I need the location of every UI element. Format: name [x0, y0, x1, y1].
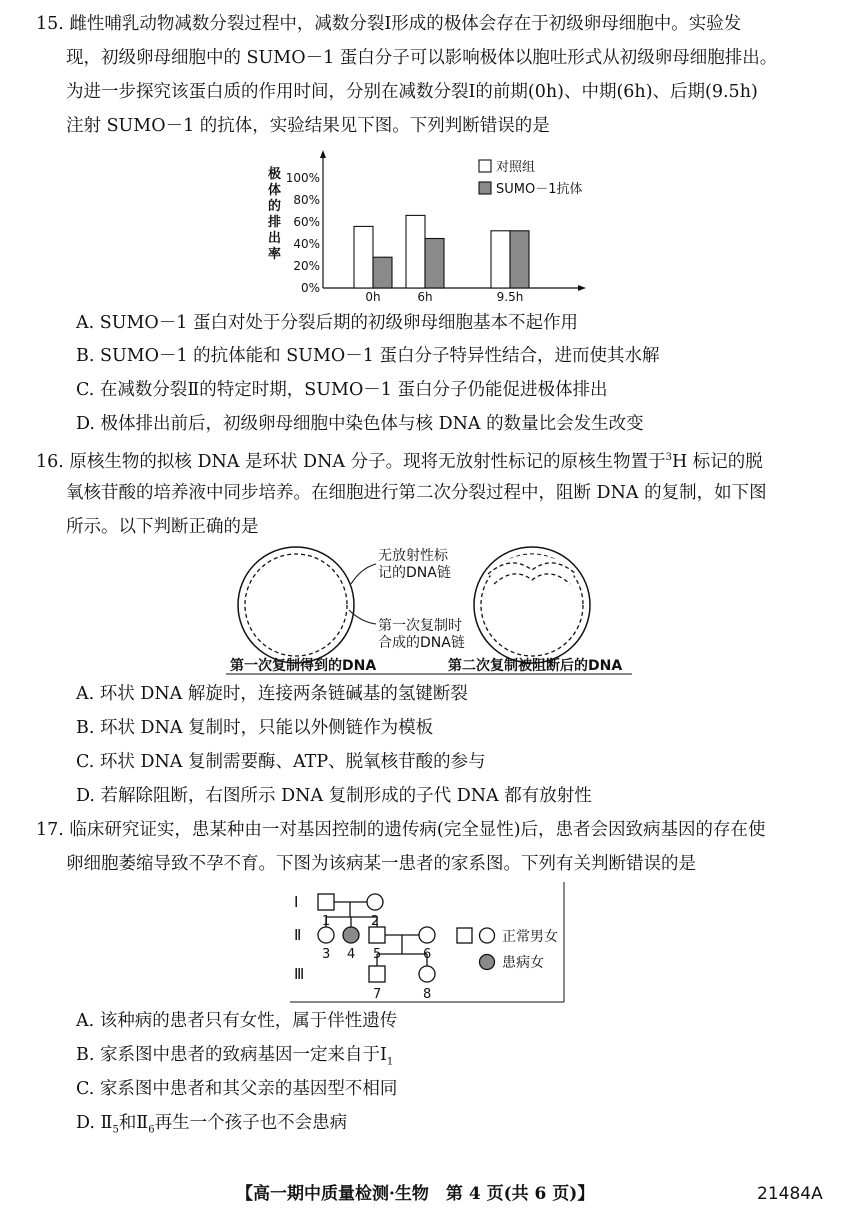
q16-option-b: B. 环状 DNA 复制时，只能以外侧链作为模板 [76, 718, 434, 738]
q17-option-a: A. 该种病的患者只有女性，属于伴性遗传 [76, 1011, 398, 1031]
q17-option-c: C. 家系图中患者和其父亲的基因型不相同 [76, 1079, 398, 1099]
number-5: 5 [373, 947, 382, 962]
q16-option-c: C. 环状 DNA 复制需要酶、ATP、脱氧核苷酸的参与 [76, 752, 486, 772]
legend-normal-male [457, 928, 472, 943]
x-category-label: 9.5h [496, 290, 524, 304]
q17-line-1: 17. 临床研究证实，患某种由一对基因控制的遗传病(完全显性)后，患者会因致病基因的存在使 [36, 820, 766, 840]
legend-label: SUMO－1抗体 [496, 182, 583, 197]
number-7: 7 [373, 987, 382, 1002]
q15-option-c: C. 在减数分裂Ⅱ的特定时期，SUMO－1 蛋白分子仍能促进极体排出 [76, 380, 608, 400]
q16-line-1 [36, 446, 763, 474]
q15-option-a: A. SUMO－1 蛋白对处于分裂后期的初级卵母细胞基本不起作用 [76, 313, 578, 333]
y-tick-label: 80% [293, 193, 320, 207]
individual-III-7 [369, 966, 385, 982]
y-label-char: 出 [268, 231, 282, 246]
footer-code: 21484A [757, 1184, 823, 1204]
number-1: 1 [322, 914, 331, 929]
pointer-top [351, 564, 376, 584]
individual-I-2 [367, 894, 383, 910]
q15-line-4: 注射 SUMO－1 的抗体，实验结果见下图。下列判断错误的是 [66, 116, 550, 136]
left-outer-strand [238, 547, 354, 663]
individual-II-6 [419, 927, 435, 943]
individual-II-3 [318, 927, 334, 943]
bar-0h-control [354, 226, 373, 288]
label-unlabeled-strand-2: 记的DNA链 [378, 565, 451, 581]
y-label-char: 的 [268, 199, 282, 214]
q15-option-d: D. 极体排出前后，初级卵母细胞中染色体与核 DNA 的数量比会发生改变 [76, 414, 644, 434]
pedigree-chart [290, 880, 580, 1004]
q17-option-b [76, 1043, 393, 1075]
y-tick-label: 0% [300, 281, 320, 295]
q17-option-d [76, 1111, 347, 1143]
bar-9.5h-antibody [510, 231, 529, 288]
q17-option-d-sub2: 6 [148, 1124, 155, 1136]
generation-I: Ⅰ [294, 893, 299, 911]
number-3: 3 [322, 947, 331, 962]
legend-affected-female [480, 955, 495, 970]
right-outer-strand [474, 547, 590, 663]
x-category-label: 6h [417, 290, 433, 304]
q15-line-1: 15. 雌性哺乳动物减数分裂过程中，减数分裂Ⅰ形成的极体会存在于初级卵母细胞中。实验发 [36, 14, 742, 34]
new-strand-inner [494, 574, 570, 584]
individual-II-5 [369, 927, 385, 943]
label-first-replication-1: 第一次复制时 [378, 618, 462, 634]
generation-II: Ⅱ [294, 926, 302, 944]
y-label-char: 体 [268, 183, 282, 198]
legend-label: 对照组 [496, 160, 536, 175]
y-tick-label: 100% [285, 171, 320, 185]
label-unlabeled-strand-1: 无放射性标 [378, 548, 448, 564]
individual-II-4-affected [343, 927, 359, 943]
q16-line-1-tail: H 标记的脱 [671, 451, 763, 472]
bar-chart [262, 148, 592, 304]
generation-III: Ⅲ [294, 965, 305, 983]
left-inner-strand [245, 554, 347, 656]
y-label-char: 率 [268, 247, 282, 262]
label-first-replication-2: 合成的DNA链 [378, 635, 465, 651]
q16-line-2: 氧核苷酸的培养液中同步培养。在细胞进行第二次分裂过程中，阻断 DNA 的复制，如下图 [66, 483, 767, 503]
legend-swatch [479, 182, 491, 194]
q16-line-1-text: 16. 原核生物的拟核 DNA 是环状 DNA 分子。现将无放射性标记的原核生物置于 [36, 451, 666, 472]
q17-line-2: 卵细胞萎缩导致不孕不育。下图为该病某一患者的家系图。下列有关判断错误的是 [66, 854, 696, 874]
q15-line-2: 现，初级卵母细胞中的 SUMO－1 蛋白分子可以影响极体以胞吐形式从初级卵母细胞排出。 [66, 48, 778, 68]
y-tick-label: 40% [293, 237, 320, 251]
footer-title: 【高一期中质量检测·生物 第 4 页(共 6 页)】 [236, 1184, 595, 1204]
number-2: 2 [371, 914, 380, 929]
bar-9.5h-control [491, 231, 510, 288]
q17-option-d-mid: 和Ⅱ [118, 1113, 149, 1133]
q17-option-b-text: B. 家系图中患者的致病基因一定来自于Ⅰ [76, 1045, 387, 1065]
dna-figure [226, 544, 634, 676]
q17-option-d-pre: D. Ⅱ [76, 1113, 113, 1133]
legend-normal-female [480, 928, 495, 943]
caption-right: 第二次复制被阻断后的DNA [448, 658, 623, 674]
bar-6h-antibody [425, 239, 444, 289]
individual-III-8 [419, 966, 435, 982]
legend-swatch [479, 160, 491, 172]
number-8: 8 [423, 987, 432, 1002]
q17-option-d-sub1: 5 [112, 1124, 119, 1136]
q16-option-a: A. 环状 DNA 解旋时，连接两条链碱基的氢键断裂 [76, 684, 468, 704]
bar-6h-control [406, 215, 425, 288]
q15-line-3: 为进一步探究该蛋白质的作用时间，分别在减数分裂Ⅰ的前期(0h)、中期(6h)、后期(9.5h) [66, 82, 758, 102]
number-4: 4 [347, 947, 356, 962]
individual-I-1 [318, 894, 334, 910]
q17-option-b-sub: 1 [386, 1056, 394, 1068]
q16-option-d: D. 若解除阻断，右图所示 DNA 复制形成的子代 DNA 都有放射性 [76, 786, 592, 806]
y-label-char: 排 [268, 215, 282, 230]
y-tick-label: 20% [293, 259, 320, 273]
q16-line-3: 所示。以下判断正确的是 [66, 517, 259, 537]
y-label-char: 极 [268, 167, 282, 182]
caption-left: 第一次复制得到的DNA [230, 658, 377, 674]
tritium-superscript: 3 [665, 452, 672, 463]
q17-option-d-post: 再生一个孩子也不会患病 [154, 1113, 348, 1133]
x-category-label: 0h [365, 290, 381, 304]
bar-0h-antibody [373, 257, 392, 288]
number-6: 6 [423, 947, 432, 962]
y-tick-label: 60% [293, 215, 320, 229]
legend-normal-label: 正常男女 [502, 929, 558, 945]
legend-affected-label: 患病女 [502, 955, 544, 971]
q15-option-b: B. SUMO－1 的抗体能和 SUMO－1 蛋白分子特异性结合，进而使其水解 [76, 346, 660, 366]
